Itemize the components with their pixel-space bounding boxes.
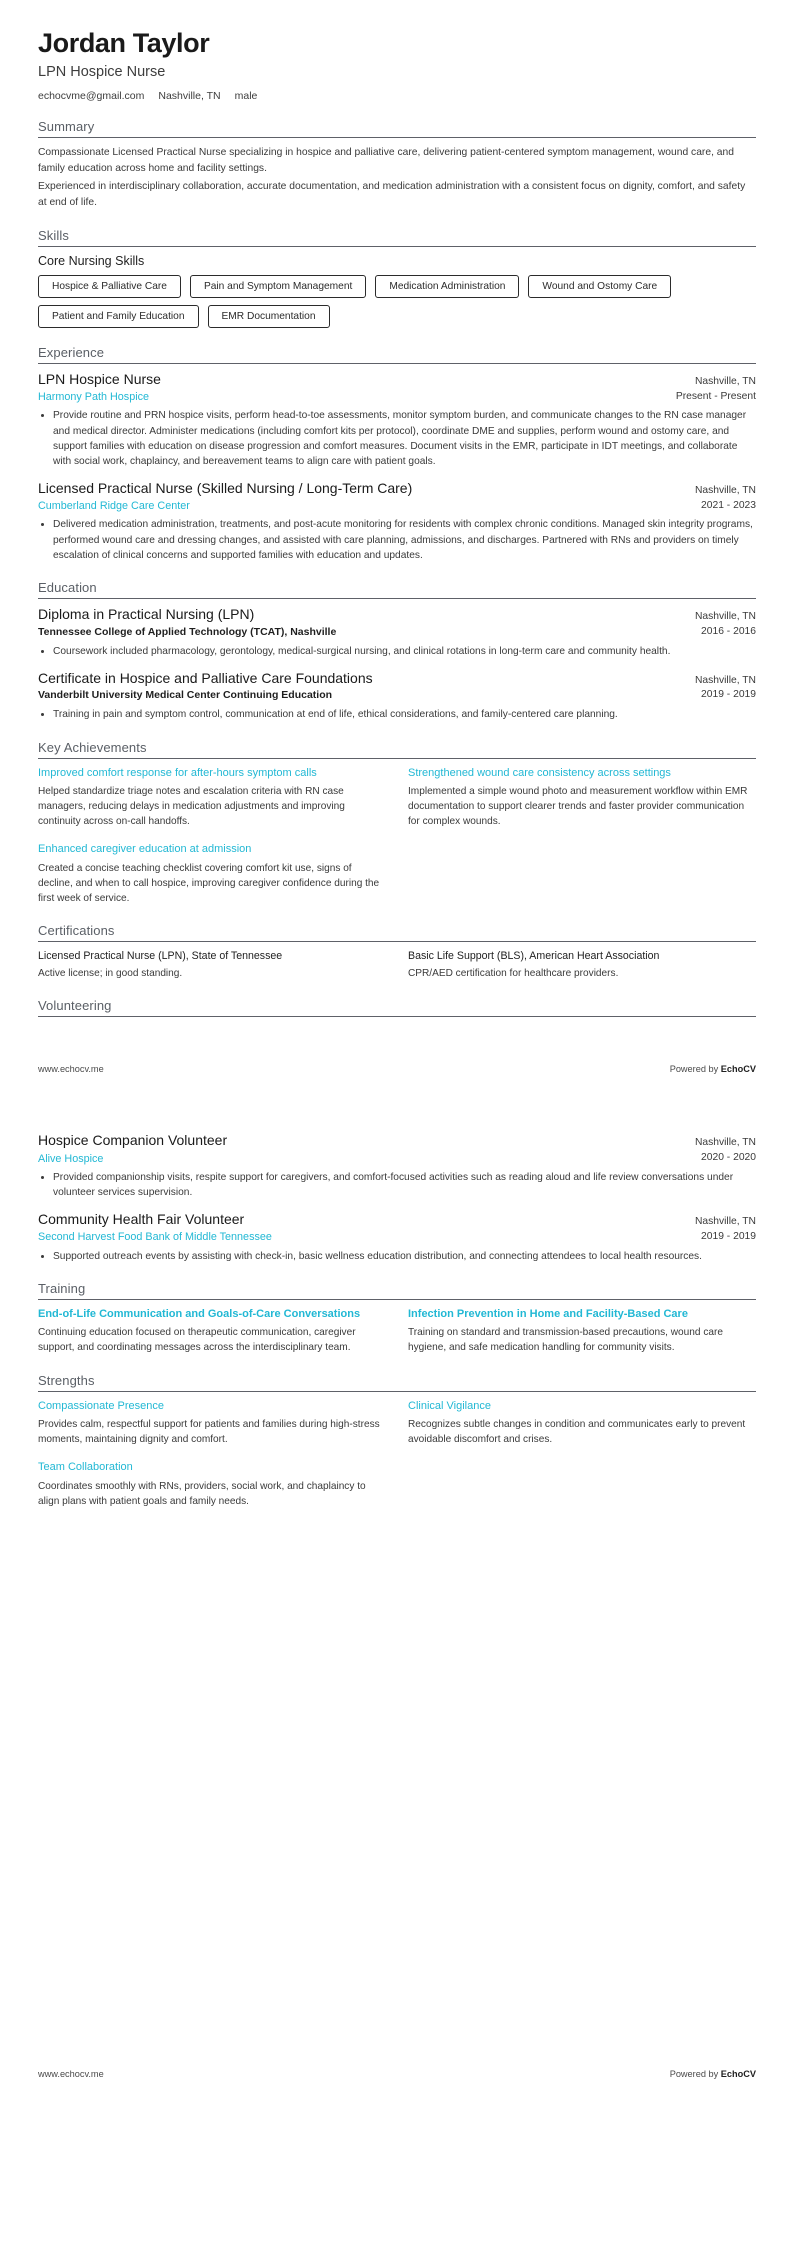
entry-organization: Second Harvest Food Bank of Middle Tennessee [38, 1231, 272, 1244]
entry-head [38, 371, 756, 405]
entry-bullets [38, 1170, 756, 1201]
skill-pill: Patient and Family Education [38, 305, 199, 328]
footer-site[interactable]: www.echocv.me [38, 2068, 104, 2079]
section-heading-strengths: Strengths [38, 1372, 95, 1388]
experience-entry [38, 371, 756, 470]
entry-location: Nashville, TN [694, 1215, 756, 1227]
achievement-title: Enhanced caregiver education at admission [38, 843, 252, 856]
skill-pill: Pain and Symptom Management [190, 275, 366, 298]
entry-location: Nashville, TN [694, 611, 756, 623]
achievement-card [38, 842, 386, 906]
section-education [38, 580, 756, 722]
training-body: Training on standard and transmission-based precautions, wound care hygiene, and safe medication handling for community visits. [408, 1327, 723, 1354]
experience-entry [38, 480, 756, 564]
entry-bullets [38, 1249, 756, 1264]
section-divider [38, 137, 756, 138]
contact-email[interactable]: echocvme@gmail.com [38, 90, 145, 103]
entry-title: Licensed Practical Nurse (Skilled Nursing / Long-Term Care) [38, 479, 413, 496]
entry-bullets [38, 408, 756, 469]
section-divider [38, 758, 756, 759]
entry-dates: 2019 - 2019 [701, 689, 756, 701]
section-heading-experience: Experience [38, 344, 105, 360]
contact-gender: male [234, 90, 258, 103]
entry-location: Nashville, TN [694, 484, 756, 496]
entry-head [38, 1211, 756, 1245]
entry-title: Community Health Fair Volunteer [38, 1210, 245, 1227]
training-body: Continuing education focused on therapeutic communication, caregiver support, and coordinating messages across the interdisciplinary team. [38, 1327, 356, 1354]
entry-dates: Present - Present [675, 390, 756, 402]
page-title: Jordan Taylor [38, 28, 210, 58]
footer-powered-label: Powered by [669, 1064, 721, 1075]
achievement-card [408, 766, 756, 830]
strength-title: Team Collaboration [38, 1461, 133, 1474]
entry-head [38, 1132, 756, 1166]
entry-meta [695, 1215, 756, 1245]
entry-location: Nashville, TN [694, 1137, 756, 1149]
bottom-spacer [0, 2079, 794, 2101]
bullet-item: • Coursework included pharmacology, gerontology, medical-surgical nursing, and clinical rotations in long-term care and community health. [53, 644, 756, 659]
entry-bullets [38, 644, 756, 659]
page-break [0, 1074, 794, 1104]
training-title: Infection Prevention in Home and Facility-Based Care [408, 1307, 688, 1320]
achievements-grid [38, 766, 756, 907]
footer-branding [670, 2069, 756, 2079]
footer-branding [670, 1064, 756, 1074]
volunteering-entry [38, 1211, 756, 1264]
section-heading-key-achievements: Key Achievements [38, 739, 147, 755]
training-title: End-of-Life Communication and Goals-of-Care Conversations [38, 1307, 361, 1320]
entry-organization: Harmony Path Hospice [38, 391, 150, 404]
certification-body: Active license; in good standing. [38, 968, 183, 980]
bullet-item: • Supported outreach events by assisting with check-in, basic wellness education distribution, and connecting attendees to local health resources. [53, 1249, 756, 1264]
strength-card [38, 1460, 386, 1509]
skill-pill: Wound and Ostomy Care [528, 275, 671, 298]
entry-dates: 2016 - 2016 [701, 626, 756, 638]
section-heading-education: Education [38, 580, 97, 596]
entry-organization: Tennessee College of Applied Technology (TCAT), Nashville [38, 625, 337, 638]
training-card [408, 1307, 756, 1356]
strength-body: Recognizes subtle changes in condition and communicates early to prevent avoidable discomfort and crises. [408, 1418, 746, 1446]
skill-group-title: Core Nursing Skills [38, 253, 145, 268]
entry-dates: 2021 - 2023 [701, 499, 756, 511]
achievement-body: Implemented a simple wound photo and measurement workflow within EMR documentation to support clearer trends and faster provider communication for complex wounds. [408, 786, 748, 828]
achievement-card [38, 766, 386, 830]
section-heading-summary: Summary [38, 119, 95, 135]
summary-paragraph: Compassionate Licensed Practical Nurse specializing in hospice and palliative care, delivering patient-centered symptom management, wound care, and family education across home and facility settings. [38, 147, 734, 174]
section-experience [38, 345, 756, 564]
contact-row [38, 90, 756, 102]
spacer [38, 1024, 756, 1064]
entry-bullets [38, 517, 756, 563]
entry-head [38, 480, 756, 514]
section-divider [38, 1016, 756, 1017]
entry-meta [676, 375, 756, 405]
entry-title: Certificate in Hospice and Palliative Care Foundations [38, 669, 373, 686]
entry-meta [695, 610, 756, 640]
entry-title: Hospice Companion Volunteer [38, 1132, 228, 1149]
strength-card [408, 1399, 756, 1448]
training-grid [38, 1307, 756, 1356]
skill-pill: Hospice & Palliative Care [38, 275, 181, 298]
summary-paragraph: Experienced in interdisciplinary collaboration, accurate documentation, and medication administration with a consistent focus on dignity, comfort, and safety at end of life. [38, 181, 746, 208]
entry-head [38, 670, 756, 704]
section-divider [38, 598, 756, 599]
bullet-item: • Provide routine and PRN hospice visits, perform head-to-toe assessments, monitor symptom burden, and communicate changes to the RN case manager and medical director. Administer medications (including comfort kits per protocol), coordinate DME and supplies, perform wound and ostomy care, and support families with education on disease progression and comfort measures. Document visits in the EMR, participate in IDT meetings, and collaborate with social work, chaplaincy, and bereavement teams to align care with patient goals. [53, 408, 756, 469]
certification-card [408, 949, 756, 981]
bullet-item: • Training in pain and symptom control, communication at end of life, ethical considerations, and family-centered care planning. [53, 707, 756, 722]
section-strengths [38, 1373, 756, 1509]
entry-meta [695, 674, 756, 704]
section-divider [38, 1391, 756, 1392]
section-heading-skills: Skills [38, 227, 69, 243]
entry-title: Diploma in Practical Nursing (LPN) [38, 606, 255, 623]
entry-organization: Cumberland Ridge Care Center [38, 500, 190, 513]
section-skills [38, 228, 756, 328]
section-volunteering-heading [38, 998, 756, 1017]
entry-location: Nashville, TN [694, 375, 756, 387]
certification-body: CPR/AED certification for healthcare providers. [408, 968, 619, 980]
footer-brand: EchoCV [720, 2068, 756, 2079]
entry-meta [695, 1136, 756, 1166]
volunteering-entry [38, 1132, 756, 1200]
entry-organization: Vanderbilt University Medical Center Continuing Education [38, 689, 333, 702]
entry-title: LPN Hospice Nurse [38, 370, 161, 387]
section-heading-training: Training [38, 1280, 86, 1296]
footer-powered-label: Powered by [669, 2068, 721, 2079]
section-heading-volunteering: Volunteering [38, 998, 112, 1014]
page-footer-2 [0, 2069, 794, 2079]
footer-site[interactable]: www.echocv.me [38, 1064, 104, 1075]
section-divider [38, 941, 756, 942]
education-entry [38, 670, 756, 723]
certification-card [38, 949, 386, 981]
achievement-title: Improved comfort response for after-hours symptom calls [38, 766, 317, 779]
section-key-achievements [38, 740, 756, 907]
strength-body: Coordinates smoothly with RNs, providers, social work, and chaplaincy to align plans with patient goals and family needs. [38, 1480, 366, 1507]
section-summary [38, 119, 756, 211]
skill-pill-row [38, 275, 756, 328]
page-1 [0, 0, 794, 1064]
section-heading-certifications: Certifications [38, 923, 115, 939]
entry-organization: Alive Hospice [38, 1152, 104, 1165]
strength-card [38, 1399, 386, 1448]
education-entry [38, 606, 756, 659]
section-divider [38, 363, 756, 364]
bullet-item: • Provided companionship visits, respite support for caregivers, and comfort-focused activities such as reading aloud and life review conversations under volunteer services supervision. [53, 1170, 756, 1201]
section-training [38, 1281, 756, 1356]
skill-pill: EMR Documentation [208, 305, 330, 328]
strength-title: Compassionate Presence [38, 1399, 164, 1412]
section-divider [38, 1299, 756, 1300]
section-volunteering-entries [38, 1132, 756, 1264]
certification-title: Basic Life Support (BLS), American Heart Association [408, 950, 660, 963]
strength-body: Provides calm, respectful support for patients and families during high-stress moments, maintaining dignity and comfort. [38, 1418, 380, 1446]
footer-brand: EchoCV [720, 1064, 756, 1075]
entry-location: Nashville, TN [694, 674, 756, 686]
bullet-item: • Delivered medication administration, treatments, and post-acute monitoring for residents with complex chronic conditions. Managed skin integrity programs, performed wound care and dressing changes, and assisted with care planning, admissions, and discharges. Partnered with RNs and providers on timely escalation of clinical concerns and supported families with education and updates. [53, 517, 756, 563]
strength-title: Clinical Vigilance [408, 1399, 491, 1412]
certification-title: Licensed Practical Nurse (LPN), State of Tennessee [38, 950, 283, 963]
page-2-whitespace [38, 1509, 756, 2069]
section-divider [38, 246, 756, 247]
page-footer-1 [0, 1064, 794, 1074]
entry-head [38, 606, 756, 640]
page-2 [0, 1104, 794, 2069]
achievement-title: Strengthened wound care consistency across settings [408, 766, 671, 779]
section-certifications [38, 923, 756, 981]
entry-dates: 2019 - 2019 [701, 1230, 756, 1242]
certifications-grid [38, 949, 756, 981]
achievement-body: Helped standardize triage notes and escalation criteria with RN case managers, reducing delays in medication adjustments and improving continuity across on-call handoffs. [38, 786, 345, 828]
job-headline: LPN Hospice Nurse [38, 64, 166, 81]
entry-dates: 2020 - 2020 [701, 1152, 756, 1164]
skill-pill: Medication Administration [375, 275, 519, 298]
resume-header [38, 28, 756, 102]
contact-location: Nashville, TN [158, 90, 221, 103]
achievement-body: Created a concise teaching checklist covering comfort kit use, signs of decline, and when to call hospice, improving caregiver confidence during the first week of service. [38, 862, 380, 905]
training-card [38, 1307, 386, 1356]
entry-meta [695, 484, 756, 514]
strengths-grid [38, 1399, 756, 1509]
entry-bullets [38, 707, 756, 722]
